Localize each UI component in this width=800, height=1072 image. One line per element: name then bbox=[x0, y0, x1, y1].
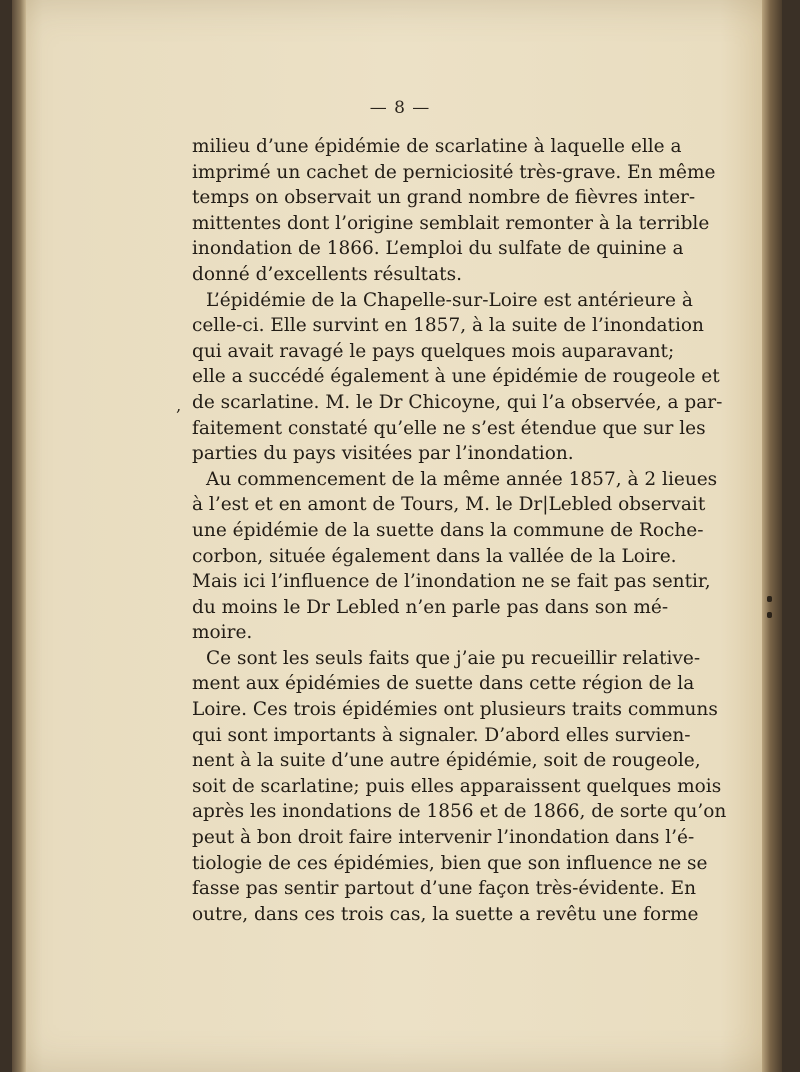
text-line: tiologie de ces épidémies, bien que son influence ne se bbox=[192, 852, 708, 874]
text-line: ment aux épidémies de suette dans cette région de la bbox=[192, 673, 695, 695]
text-line: imprimé un cachet de perniciosité très-grave. En même bbox=[192, 161, 716, 183]
page-gutter-shadow bbox=[12, 0, 26, 1072]
body-text bbox=[192, 134, 727, 927]
text-line: elle a succédé également à une épidémie de rougeole et bbox=[192, 366, 720, 388]
text-line: nent à la suite d’une autre épidémie, soit de rougeole, bbox=[192, 750, 701, 772]
page-number: — 8 — bbox=[369, 98, 431, 118]
text-line: parties du pays visitées par l’inondation. bbox=[192, 443, 574, 465]
text-line: du moins le Dr Lebled n’en parle pas dans son mé- bbox=[192, 596, 669, 618]
text-line: Loire. Ces trois épidémies ont plusieurs traits communs bbox=[192, 699, 718, 721]
text-line: celle-ci. Elle survint en 1857, à la suite de l’inondation bbox=[192, 315, 704, 337]
text-line: Mais ici l’influence de l’inondation ne se fait pas sentir, bbox=[192, 571, 711, 593]
text-line: fasse pas sentir partout d’une façon très-évidente. En bbox=[192, 878, 696, 900]
text-line: outre, dans ces trois cas, la suette a revêtu une forme bbox=[192, 903, 699, 925]
text-line: à l’est et en amont de Tours, M. le Dr|Lebled observait bbox=[192, 494, 706, 516]
text-line: de scarlatine. M. le Dr Chicoyne, qui l’a observée, a par- bbox=[192, 391, 723, 413]
text-line: Au commencement de la même année 1857, à 2 lieues bbox=[206, 468, 718, 490]
text-line: Ce sont les seuls faits que j’aie pu recueillir relative- bbox=[206, 647, 701, 669]
text-line: L’épidémie de la Chapelle-sur-Loire est antérieure à bbox=[206, 289, 693, 311]
margin-ink-spot bbox=[767, 596, 772, 602]
text-line: moire. bbox=[192, 622, 253, 644]
text-line: inondation de 1866. L’emploi du sulfate de quinine a bbox=[192, 238, 684, 260]
text-line: mittentes dont l’origine semblait remonter à la terrible bbox=[192, 212, 710, 234]
text-line: peut à bon droit faire intervenir l’inondation dans l’é- bbox=[192, 827, 695, 849]
text-line: après les inondations de 1856 et de 1866, de sorte qu’on bbox=[192, 801, 727, 823]
text-line: une épidémie de la suette dans la commune de Roche- bbox=[192, 519, 704, 541]
text-line: qui sont importants à signaler. D’abord elles survien- bbox=[192, 724, 691, 746]
text-line: corbon, située également dans la vallée de la Loire. bbox=[192, 545, 677, 567]
text-line: milieu d’une épidémie de scarlatine à laquelle elle a bbox=[192, 136, 682, 157]
text-line: faitement constaté qu’elle ne s’est étendue que sur les bbox=[192, 417, 706, 439]
text-line: donné d’excellents résultats. bbox=[192, 263, 462, 285]
text-line: qui avait ravagé le pays quelques mois auparavant; bbox=[192, 340, 675, 362]
text-line: temps on observait un grand nombre de fièvres inter- bbox=[192, 187, 696, 209]
text-line: soit de scarlatine; puis elles apparaissent quelques mois bbox=[192, 775, 722, 797]
page-edge-shadow bbox=[762, 0, 782, 1072]
margin-mark: ‚ bbox=[176, 396, 182, 415]
margin-ink-spot bbox=[767, 612, 772, 618]
